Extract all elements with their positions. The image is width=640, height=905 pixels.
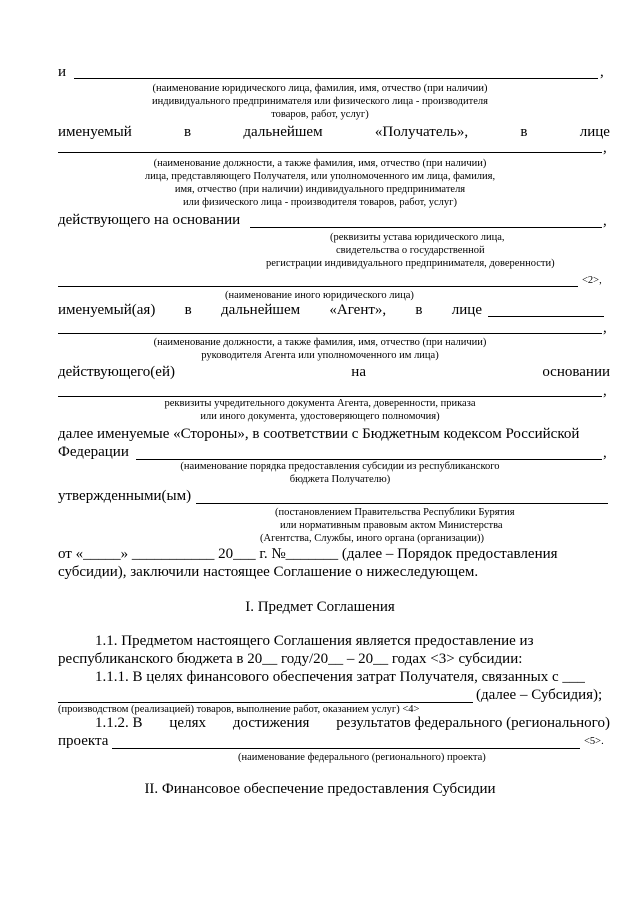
- note-line: лица, представляющего Получателя, или уполномоченного им лица, фамилия,: [144, 171, 496, 182]
- federation-word: Федерации: [58, 444, 129, 460]
- project-word: проекта: [58, 733, 109, 749]
- word: именуемый: [58, 124, 132, 140]
- footnote-ref: <5>.: [584, 736, 604, 747]
- and-word: и: [58, 64, 67, 80]
- comma: ,: [603, 213, 607, 229]
- note-line: бюджета Получателю): [289, 474, 391, 485]
- word: достижения: [232, 715, 310, 731]
- comma: ,: [603, 320, 607, 336]
- concluded-line: субсидии), заключили настоящее Соглашение о нижеследующем.: [58, 564, 479, 580]
- note-line: имя, отчество (при наличии) индивидуального предпринимателя: [174, 184, 466, 195]
- recipient-representative-blank: [58, 152, 602, 153]
- comma: ,: [603, 140, 607, 156]
- agent-representative-blank-2: [58, 333, 602, 334]
- section-1-heading: I. Предмет Соглашения: [245, 599, 395, 615]
- project-name-blank: [112, 748, 580, 749]
- note-line: (наименование должности, а также фамилия, имя, отчество (при наличии): [153, 158, 487, 169]
- section-2-heading: II. Финансовое обеспечение предоставления Субсидии: [144, 781, 496, 797]
- note-line: (наименование должности, а также фамилия, имя, отчество (при наличии): [153, 337, 487, 348]
- agent-named-line: [58, 302, 482, 319]
- comma: ,: [600, 64, 604, 80]
- word: действующего(ей): [58, 364, 175, 380]
- clause-1-1-cont: республиканского бюджета в 20__ году/20__ – 20__ годах <3> субсидии:: [58, 651, 523, 667]
- word: именуемый(ая): [58, 302, 156, 318]
- note-line: свидетельства о государственной: [336, 245, 485, 256]
- approved-by-blank: [196, 503, 608, 504]
- basis-blank: [250, 227, 602, 228]
- word: в: [415, 302, 423, 318]
- recipient-named-line: [58, 124, 610, 141]
- word: результатов федерального (регионального): [336, 715, 610, 731]
- parties-line: далее именуемые «Стороны», в соответствии с Бюджетным кодексом Российской: [58, 426, 580, 442]
- note-line: или физического лица - производителя товаров, работ, услуг): [183, 197, 457, 208]
- note-line: (наименование федерального (регионального) проекта): [238, 752, 486, 763]
- note-line: (реквизиты устава юридического лица,: [330, 232, 505, 243]
- word: «Получатель»,: [374, 124, 469, 140]
- clause-1-1-2: [95, 715, 610, 732]
- word: в: [184, 124, 192, 140]
- agent-name-blank: [58, 286, 578, 287]
- note-line: (производством (реализацией) товаров, выполнение работ, оказанием услуг) <4>: [58, 704, 420, 715]
- approved-label: утвержденными(ым): [58, 488, 192, 504]
- note-line: (Агентства, Службы, иного органа (организации)): [260, 533, 484, 544]
- word: дальнейшем: [220, 302, 301, 318]
- agent-acting-line: [58, 364, 610, 381]
- clause-1-1: 1.1. Предметом настоящего Соглашения является предоставление из: [95, 633, 534, 649]
- word: лице: [451, 302, 482, 318]
- word: в: [520, 124, 528, 140]
- word: в: [184, 302, 192, 318]
- note-line: (наименование порядка предоставления субсидии из республиканского: [180, 461, 500, 472]
- comma: ,: [603, 383, 607, 399]
- note-line: (постановлением Правительства Республики Бурятия: [275, 507, 515, 518]
- note-line: (наименование иного юридического лица): [225, 290, 414, 301]
- word: на: [351, 364, 366, 380]
- note-line: (наименование юридического лица, фамилия, имя, отчество (при наличии): [152, 83, 488, 94]
- word: основании: [542, 364, 610, 380]
- recipient-name-blank: [74, 78, 598, 79]
- comma: ,: [603, 445, 607, 461]
- word: 1.1.2. В: [95, 715, 143, 731]
- note-line: индивидуального предпринимателя или физического лица - производителя: [152, 96, 488, 107]
- word: лице: [579, 124, 610, 140]
- footnote-ref: <2>,: [582, 275, 602, 286]
- word: «Агент»,: [329, 302, 387, 318]
- note-line: руководителя Агента или уполномоченного им лица): [201, 350, 439, 361]
- word: целях: [169, 715, 206, 731]
- note-line: или нормативным правовым актом Министерства: [280, 520, 503, 531]
- clause-1-1-1: 1.1.1. В целях финансового обеспечения затрат Получателя, связанных с ___: [95, 669, 585, 685]
- note-line: товаров, работ, услуг): [271, 109, 369, 120]
- note-line: регистрации индивидуального предпринимателя, доверенности): [266, 258, 555, 269]
- date-number-line: от «_____» ___________ 20___ г. №_______ (далее – Порядок предоставления: [58, 546, 558, 562]
- note-line: или иного документа, удостоверяющего полномочия): [200, 411, 440, 422]
- subsidy-label: (далее – Субсидия);: [476, 687, 603, 703]
- note-line: реквизиты учредительного документа Агента, доверенности, приказа: [164, 398, 476, 409]
- acting-basis-label: действующего на основании: [58, 212, 241, 228]
- agent-representative-blank: [488, 316, 604, 317]
- word: дальнейшем: [243, 124, 323, 140]
